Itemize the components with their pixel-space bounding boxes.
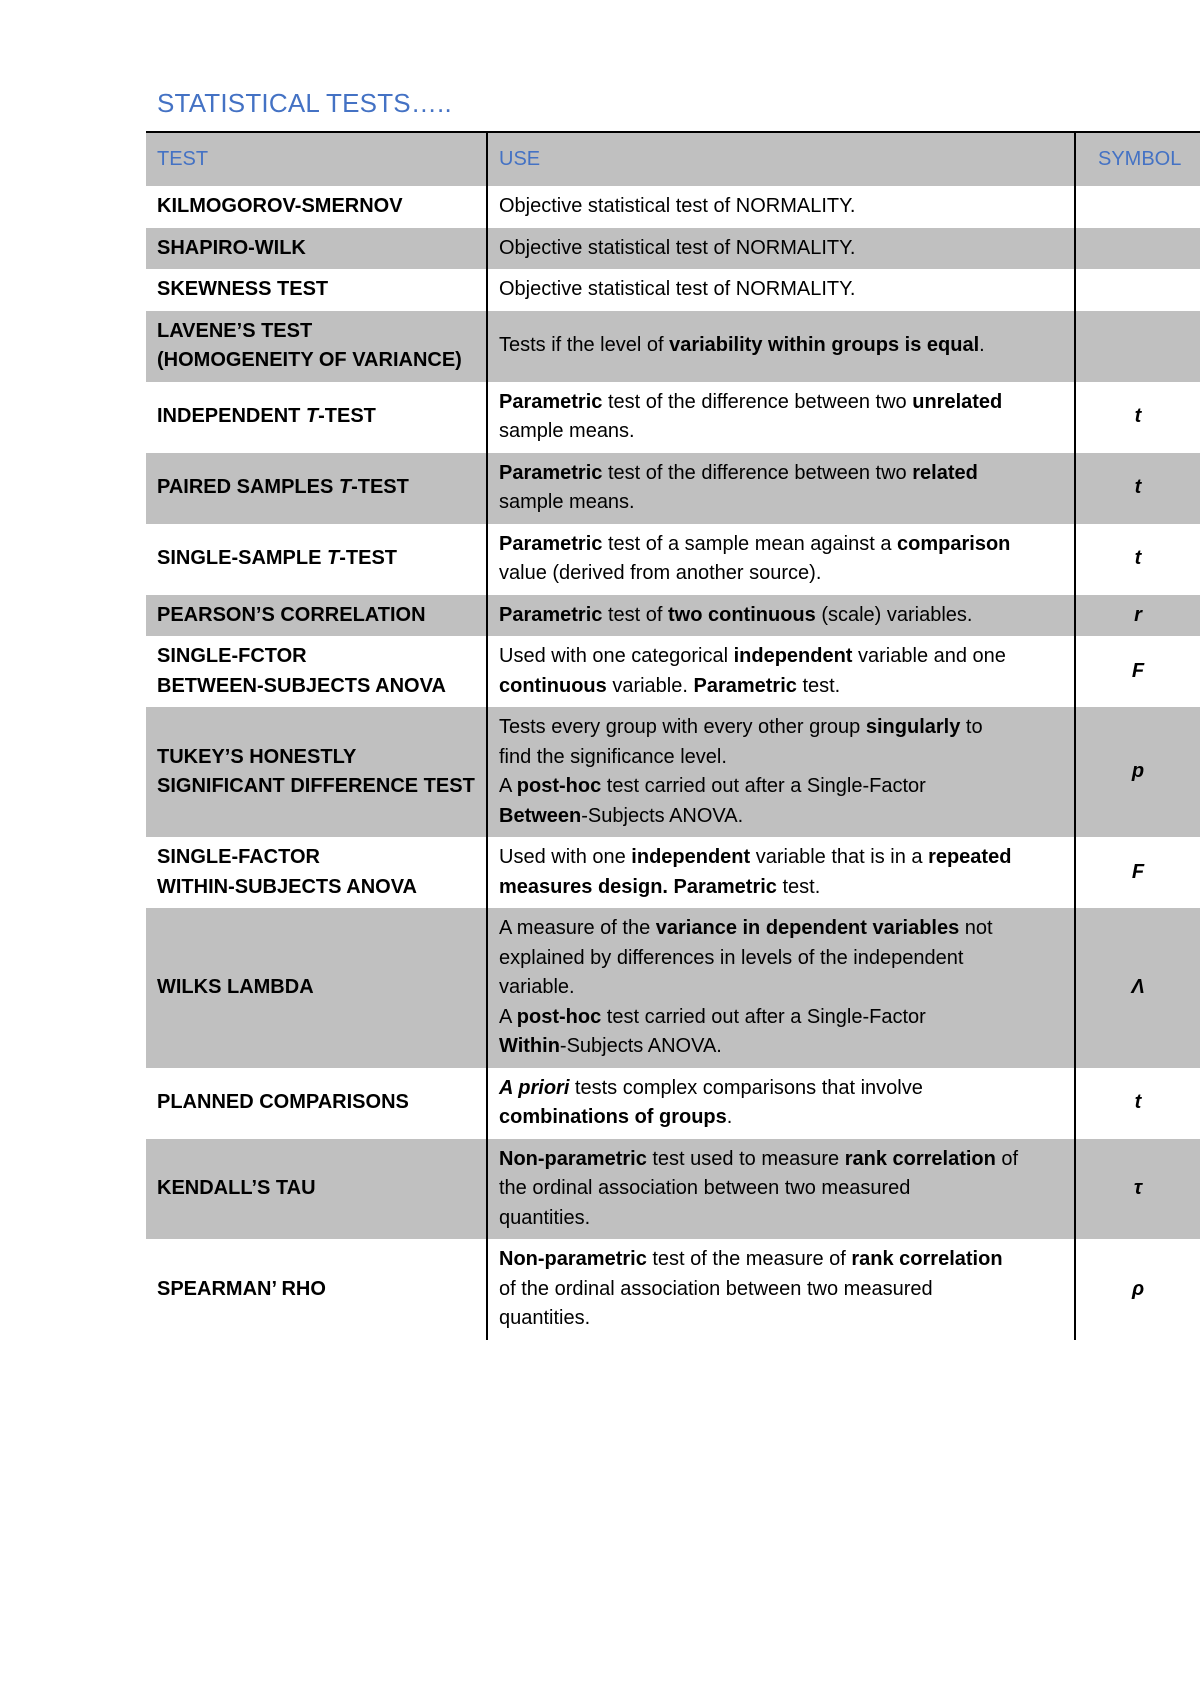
- header-test: TEST: [146, 132, 487, 186]
- use-description-line: [499, 275, 1064, 305]
- test-name-line: SHAPIRO-WILK: [157, 236, 306, 259]
- symbol-cell: r: [1075, 595, 1200, 637]
- use-description-cell: [487, 311, 1075, 382]
- table-row: [146, 1068, 1200, 1139]
- test-name-cell: [146, 595, 487, 637]
- emphasis-text: variance in dependent variables: [655, 917, 960, 939]
- emphasis-text: repeated: [928, 846, 1012, 868]
- symbol-cell: p: [1075, 707, 1200, 837]
- plain-text: variable.: [606, 674, 694, 697]
- use-description-cell: [487, 269, 1075, 311]
- test-name-line: KILMOGOROV-SMERNOV: [157, 195, 403, 217]
- plain-text: not: [959, 917, 993, 939]
- plain-text: test.: [796, 674, 841, 697]
- test-name-line: SINGLE-FACTOR: [157, 846, 320, 868]
- plain-text: variable.: [499, 976, 575, 998]
- table-header-row: [146, 132, 1200, 186]
- plain-text: quantities.: [499, 1307, 591, 1329]
- plain-text: test of the measure of: [646, 1248, 852, 1270]
- table-row: [146, 453, 1200, 524]
- emphasis-text: comparison: [897, 532, 1011, 555]
- test-name-cell: [146, 311, 487, 382]
- plain-text: value (derived from another source).: [499, 562, 822, 584]
- plain-text: Tests if the level of: [499, 334, 670, 357]
- symbol-cell: [1075, 269, 1200, 311]
- test-name-line: INDEPENDENT T-TEST: [157, 405, 376, 428]
- test-name-line: PLANNED COMPARISONS: [157, 1091, 409, 1114]
- test-name-cell: [146, 1068, 487, 1139]
- use-description-line: [499, 1145, 1064, 1175]
- test-name-cell: [146, 1139, 487, 1240]
- table-row: [146, 908, 1200, 1068]
- emphasis-text: Parametric: [499, 532, 603, 555]
- test-name-cell: [146, 636, 487, 707]
- table-body: [146, 186, 1200, 1340]
- use-description-line: [499, 559, 1064, 589]
- use-description-line: [499, 530, 1064, 560]
- use-description-line: [499, 1003, 1064, 1033]
- table-row: [146, 837, 1200, 908]
- use-description-line: [499, 459, 1064, 489]
- use-description-cell: [487, 595, 1075, 637]
- use-description-line: [499, 1275, 1064, 1305]
- use-description-cell: [487, 837, 1075, 908]
- symbol-cell: [1075, 186, 1200, 228]
- plain-text: test of the difference between two: [602, 390, 913, 413]
- emphasis-text: two continuous: [668, 603, 816, 626]
- test-name-line: SPEARMAN’ RHO: [157, 1277, 326, 1300]
- use-description-cell: [487, 453, 1075, 524]
- plain-text: Objective statistical test of NORMALITY.: [499, 278, 856, 300]
- emphasis-text: independent: [733, 645, 853, 667]
- test-name-line: (HOMOGENEITY OF VARIANCE): [157, 349, 462, 371]
- test-name-cell: [146, 186, 487, 228]
- plain-text: .: [726, 1106, 733, 1128]
- emphasis-text: unrelated: [912, 390, 1003, 413]
- table-row: [146, 1239, 1200, 1340]
- use-description-cell: [487, 908, 1075, 1068]
- test-name-line: SINGLE-FCTOR: [157, 645, 307, 667]
- use-description-cell: [487, 186, 1075, 228]
- plain-text: test of a sample mean against a: [602, 532, 898, 555]
- use-description-line: [499, 743, 1064, 773]
- test-name-line: LAVENE’S TEST: [157, 319, 313, 342]
- plain-text: (scale) variables.: [815, 603, 973, 626]
- use-description-line: [499, 843, 1064, 873]
- plain-text: -Subjects ANOVA.: [581, 804, 744, 827]
- emphasis-text: Non-parametric: [499, 1147, 647, 1170]
- use-description-cell: [487, 707, 1075, 837]
- emphasis-text: post-hoc: [516, 1005, 602, 1028]
- use-description-line: [499, 1174, 1064, 1204]
- plain-text: sample means.: [499, 491, 635, 513]
- table-row: [146, 707, 1200, 837]
- emphasis-text: combinations of groups: [499, 1106, 727, 1128]
- plain-text: test carried out after a Single-Factor: [601, 1005, 926, 1028]
- symbol-cell: τ: [1075, 1139, 1200, 1240]
- use-description-line: [499, 388, 1064, 418]
- table-row: [146, 1139, 1200, 1240]
- test-name-line: KENDALL’S TAU: [157, 1177, 316, 1199]
- use-description-line: [499, 1304, 1064, 1334]
- emphasis-text: Parametric: [499, 461, 603, 484]
- plain-text: test used to measure: [646, 1147, 845, 1170]
- use-description-cell: [487, 382, 1075, 453]
- table-row: [146, 186, 1200, 228]
- test-name-line: WITHIN-SUBJECTS ANOVA: [157, 875, 417, 898]
- use-description-line: [499, 772, 1064, 802]
- table-row: [146, 524, 1200, 595]
- plain-text: quantities.: [499, 1206, 591, 1229]
- plain-text: variable that is in a: [750, 846, 929, 868]
- test-name-line: WILKS LAMBDA: [157, 976, 314, 998]
- use-description-cell: [487, 524, 1075, 595]
- use-description-line: [499, 973, 1064, 1003]
- emphasis-text: post-hoc: [516, 775, 602, 797]
- emphasis-text: Parametric: [693, 674, 797, 697]
- table-row: [146, 595, 1200, 637]
- test-name-line: PEARSON’S CORRELATION: [157, 603, 426, 626]
- plain-text: of the ordinal association between two measured: [499, 1277, 933, 1300]
- test-name-cell: [146, 908, 487, 1068]
- plain-text: the ordinal association between two measured: [499, 1177, 911, 1199]
- header-use: USE: [487, 132, 1075, 186]
- plain-text: to: [960, 716, 983, 738]
- emphasis-text: related: [912, 461, 978, 484]
- use-description-line: [499, 234, 1064, 264]
- emphasis-text: A priori: [499, 1076, 570, 1099]
- plain-text: find the significance level.: [499, 745, 727, 768]
- table-row: [146, 228, 1200, 270]
- plain-text: test.: [776, 875, 821, 898]
- plain-text: test carried out after a Single-Factor: [601, 775, 926, 797]
- use-description-line: [499, 331, 1064, 361]
- symbol-cell: [1075, 311, 1200, 382]
- emphasis-text: independent: [631, 846, 751, 868]
- test-name-cell: [146, 228, 487, 270]
- header-symbol: SYMBOL: [1075, 132, 1200, 186]
- symbol-cell: Λ: [1075, 908, 1200, 1068]
- plain-text: tests complex comparisons that involve: [569, 1076, 923, 1099]
- use-description-line: [499, 1074, 1064, 1104]
- use-description-line: [499, 873, 1064, 903]
- plain-text: test of: [602, 603, 668, 626]
- test-name-cell: [146, 837, 487, 908]
- plain-text: Used with one: [499, 846, 632, 868]
- use-description-line: [499, 713, 1064, 743]
- use-description-line: [499, 672, 1064, 702]
- symbol-cell: t: [1075, 453, 1200, 524]
- emphasis-text: Parametric: [499, 390, 603, 413]
- document-title: STATISTICAL TESTS…..: [157, 88, 452, 118]
- use-description-cell: [487, 636, 1075, 707]
- symbol-cell: F: [1075, 636, 1200, 707]
- plain-text: test of the difference between two: [602, 461, 913, 484]
- test-name-line: TUKEY’S HONESTLY: [157, 745, 357, 768]
- test-name-line: SKEWNESS TEST: [157, 278, 329, 300]
- test-name-cell: [146, 269, 487, 311]
- plain-text: A: [499, 1005, 517, 1028]
- table-row: [146, 382, 1200, 453]
- use-description-line: [499, 944, 1064, 974]
- table-row: [146, 269, 1200, 311]
- use-description-cell: [487, 1239, 1075, 1340]
- emphasis-text: singularly: [865, 716, 961, 738]
- use-description-cell: [487, 1139, 1075, 1240]
- use-description-cell: [487, 228, 1075, 270]
- plain-text: -Subjects ANOVA.: [559, 1035, 722, 1057]
- plain-text: sample means.: [499, 420, 635, 442]
- use-description-cell: [487, 1068, 1075, 1139]
- emphasis-text: Non-parametric: [499, 1248, 647, 1270]
- test-name-line: SIGNIFICANT DIFFERENCE TEST: [157, 775, 475, 797]
- plain-text: A measure of the: [499, 917, 656, 939]
- emphasis-text: continuous: [499, 674, 607, 697]
- symbol-cell: F: [1075, 837, 1200, 908]
- test-name-cell: [146, 382, 487, 453]
- use-description-line: [499, 642, 1064, 672]
- emphasis-text: Between: [499, 804, 582, 827]
- emphasis-text: rank correlation: [851, 1248, 1003, 1270]
- emphasis-text: measures design. Parametric: [499, 875, 777, 898]
- use-description-line: [499, 914, 1064, 944]
- emphasis-text: Parametric: [499, 603, 603, 626]
- use-description-line: [499, 417, 1064, 447]
- emphasis-text: variability within groups is equal: [669, 334, 980, 357]
- symbol-cell: t: [1075, 524, 1200, 595]
- test-name-cell: [146, 524, 487, 595]
- plain-text: of: [995, 1147, 1019, 1170]
- test-name-line: BETWEEN-SUBJECTS ANOVA: [157, 674, 446, 697]
- use-description-line: [499, 1204, 1064, 1234]
- use-description-line: [499, 601, 1064, 631]
- test-name-cell: [146, 707, 487, 837]
- plain-text: Objective statistical test of NORMALITY.: [499, 236, 856, 259]
- symbol-cell: t: [1075, 382, 1200, 453]
- symbol-cell: ρ: [1075, 1239, 1200, 1340]
- plain-text: A: [499, 775, 517, 797]
- use-description-line: [499, 1032, 1064, 1062]
- plain-text: Used with one categorical: [499, 645, 734, 667]
- use-description-line: [499, 192, 1064, 222]
- symbol-cell: t: [1075, 1068, 1200, 1139]
- plain-text: variable and one: [852, 645, 1006, 667]
- use-description-line: [499, 1245, 1064, 1275]
- emphasis-text: Within: [499, 1035, 560, 1057]
- use-description-line: [499, 802, 1064, 832]
- table-row: [146, 311, 1200, 382]
- test-name-cell: [146, 453, 487, 524]
- statistical-tests-table: [146, 131, 1200, 1340]
- test-name-line: SINGLE-SAMPLE T-TEST: [157, 547, 398, 570]
- test-name-cell: [146, 1239, 487, 1340]
- plain-text: Tests every group with every other group: [499, 716, 866, 738]
- symbol-cell: [1075, 228, 1200, 270]
- plain-text: explained by differences in levels of the independent: [499, 946, 964, 969]
- emphasis-text: rank correlation: [844, 1147, 996, 1170]
- table-row: [146, 636, 1200, 707]
- use-description-line: [499, 1103, 1064, 1133]
- plain-text: .: [979, 334, 985, 357]
- plain-text: Objective statistical test of NORMALITY.: [499, 195, 856, 217]
- use-description-line: [499, 488, 1064, 518]
- test-name-line: PAIRED SAMPLES T-TEST: [157, 476, 409, 499]
